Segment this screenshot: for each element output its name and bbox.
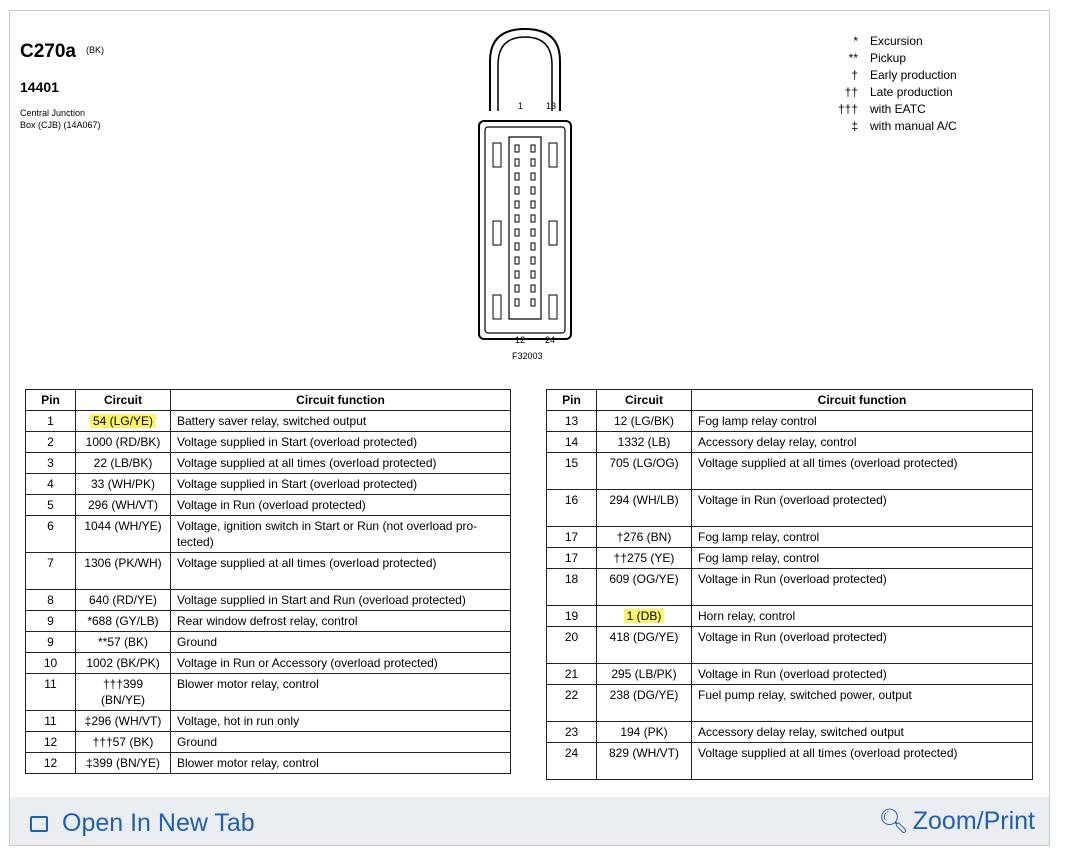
pin-number: 1 — [26, 411, 76, 432]
pin-number: 16 — [547, 490, 597, 527]
housing-tab — [549, 143, 557, 167]
circuit-code: 22 (LB/BK) — [93, 456, 153, 470]
table-row — [26, 432, 511, 453]
circuit-function: Fog lamp relay, control — [692, 548, 1033, 569]
circuit-cell — [597, 722, 692, 743]
legend-item — [828, 67, 957, 84]
legend-symbol: ‡ — [851, 119, 858, 133]
pin-number: 19 — [547, 606, 597, 627]
pin-number: 10 — [26, 653, 76, 674]
pin-label-top-left: 1 — [518, 101, 524, 111]
connector-id: C270a — [20, 41, 76, 62]
pin-cavity — [531, 159, 535, 166]
circuit-function: Voltage in Run or Accessory (overload protected) — [171, 653, 511, 674]
pin-cavity — [531, 187, 535, 194]
wiring-document — [10, 11, 1049, 797]
circuit-cell — [76, 732, 171, 753]
col-header-circuit: Circuit — [76, 390, 171, 411]
table-row — [547, 411, 1033, 432]
pin-cavity — [531, 243, 535, 250]
zoom-print-label: Zoom/Print — [912, 807, 1035, 835]
legend-text: Early production — [870, 68, 957, 82]
pin-cavity — [515, 285, 519, 292]
circuit-function: Voltage, ignition switch in Start or Run (not overload pro-tected) — [171, 516, 511, 553]
circuit-function: Blower motor relay, control — [171, 753, 511, 774]
connector-housing-inner — [485, 127, 565, 333]
connector-diagram — [465, 21, 585, 371]
circuit-function: Fog lamp relay control — [692, 411, 1033, 432]
circuit-function: Fog lamp relay, control — [692, 527, 1033, 548]
pin-number: 22 — [547, 685, 597, 722]
table-row — [547, 664, 1033, 685]
circuit-cell — [76, 432, 171, 453]
circuit-function: Voltage in Run (overload protected) — [692, 490, 1033, 527]
pin-cavity — [515, 243, 519, 250]
housing-tab — [493, 143, 501, 167]
description-line: Central Junction — [20, 108, 86, 118]
circuit-code: 829 (WH/VT) — [608, 746, 679, 760]
pin-cavity — [531, 215, 535, 222]
circuit-function: Voltage in Run (overload protected) — [692, 627, 1033, 664]
circuit-code: 194 (PK) — [620, 725, 668, 739]
circuit-cell — [76, 632, 171, 653]
housing-tab — [549, 295, 557, 319]
table-row — [547, 606, 1033, 627]
circuit-code: 1044 (WH/YE) — [84, 519, 162, 533]
pin-cavity — [531, 271, 535, 278]
circuit-cell — [597, 490, 692, 527]
legend-text: Excursion — [870, 34, 923, 48]
legend-text: with manual A/C — [870, 119, 957, 133]
pin-cavity — [531, 299, 535, 306]
pin-number: 13 — [547, 411, 597, 432]
circuit-function: Voltage, hot in run only — [171, 711, 511, 732]
table-row — [26, 411, 511, 432]
legend-symbol: ** — [848, 51, 858, 65]
legend-text: with EATC — [870, 102, 926, 116]
table-row — [547, 432, 1033, 453]
pin-table-right — [546, 389, 1033, 780]
circuit-cell — [597, 664, 692, 685]
circuit-code: 1306 (PK/WH) — [84, 556, 162, 570]
table-row — [26, 453, 511, 474]
circuit-cell — [597, 527, 692, 548]
circuit-function: Voltage supplied at all times (overload protected) — [692, 743, 1033, 780]
circuit-cell — [76, 653, 171, 674]
figure-id: F32003 — [512, 351, 543, 361]
circuit-code: 1 (DB) — [624, 609, 665, 623]
connector-latch-inner — [498, 37, 552, 111]
circuit-function: Horn relay, control — [692, 606, 1033, 627]
open-in-new-tab-icon — [30, 816, 48, 832]
circuit-cell — [76, 753, 171, 774]
circuit-function: Ground — [171, 632, 511, 653]
table-row — [547, 627, 1033, 664]
pin-number: 12 — [26, 732, 76, 753]
pin-number: 15 — [547, 453, 597, 490]
circuit-cell — [76, 590, 171, 611]
circuit-function: Battery saver relay, switched output — [171, 411, 511, 432]
circuit-code: **57 (BK) — [97, 635, 149, 649]
pin-cavity — [531, 145, 535, 152]
pin-label-bottom-right: 24 — [545, 335, 556, 345]
open-in-new-tab-label: Open In New Tab — [62, 809, 255, 837]
table-row — [26, 653, 511, 674]
pin-number: 14 — [547, 432, 597, 453]
pin-number: 17 — [547, 548, 597, 569]
legend-item — [828, 118, 957, 135]
pin-number: 5 — [26, 495, 76, 516]
circuit-function: Voltage in Run (overload protected) — [171, 495, 511, 516]
circuit-code: 296 (WH/VT) — [87, 498, 158, 512]
circuit-function: Fuel pump relay, switched power, output — [692, 685, 1033, 722]
pin-number: 4 — [26, 474, 76, 495]
description-line: Box (CJB) (14A067) — [20, 120, 101, 130]
circuit-function: Accessory delay relay, control — [692, 432, 1033, 453]
circuit-function: Rear window defrost relay, control — [171, 611, 511, 632]
circuit-code: 1332 (LB) — [617, 435, 671, 449]
circuit-cell — [597, 548, 692, 569]
pin-cavity — [531, 285, 535, 292]
circuit-function: Voltage supplied in Start and Run (overload protected) — [171, 590, 511, 611]
table-row — [547, 490, 1033, 527]
legend-symbol: †† — [844, 85, 858, 99]
circuit-code: 238 (DG/YE) — [609, 688, 679, 702]
pin-number: 3 — [26, 453, 76, 474]
table-row — [26, 590, 511, 611]
pin-cavity — [515, 201, 519, 208]
circuit-cell — [597, 685, 692, 722]
pin-number: 17 — [547, 527, 597, 548]
magnifier-plus-icon: 🔍︎ — [878, 808, 909, 835]
pin-cavity — [531, 173, 535, 180]
circuit-function: Accessory delay relay, switched output — [692, 722, 1033, 743]
legend-item — [828, 50, 957, 67]
legend — [828, 33, 957, 135]
table-row — [26, 711, 511, 732]
circuit-code: 640 (RD/YE) — [88, 593, 158, 607]
circuit-cell — [597, 743, 692, 780]
part-number: 14401 — [20, 79, 59, 95]
circuit-code: 294 (WH/LB) — [609, 493, 679, 507]
circuit-function: Voltage supplied at all times (overload protected) — [692, 453, 1033, 490]
circuit-code: *688 (GY/LB) — [87, 614, 159, 628]
circuit-function: Voltage supplied in Start (overload protected) — [171, 474, 511, 495]
col-header-pin: Pin — [26, 390, 76, 411]
circuit-code: 609 (OG/YE) — [609, 572, 679, 586]
connector-latch — [490, 29, 560, 111]
pin-number: 2 — [26, 432, 76, 453]
col-header-pin: Pin — [547, 390, 597, 411]
col-header-function: Circuit function — [692, 390, 1033, 411]
table-row — [26, 611, 511, 632]
circuit-function: Voltage supplied at all times (overload protected) — [171, 453, 511, 474]
table-row — [547, 548, 1033, 569]
circuit-cell — [597, 627, 692, 664]
table-row — [26, 553, 511, 590]
circuit-cell — [76, 516, 171, 553]
pin-number: 21 — [547, 664, 597, 685]
pin-cavity — [515, 271, 519, 278]
table-row — [547, 722, 1033, 743]
pin-cavity — [531, 257, 535, 264]
circuit-cell — [76, 453, 171, 474]
table-row — [547, 569, 1033, 606]
table-row — [547, 685, 1033, 722]
pin-number: 11 — [26, 674, 76, 711]
pin-cavity — [515, 229, 519, 236]
table-row — [26, 495, 511, 516]
pin-number: 24 — [547, 743, 597, 780]
circuit-cell — [76, 553, 171, 590]
circuit-function: Blower motor relay, control — [171, 674, 511, 711]
table-row — [26, 732, 511, 753]
table-row — [26, 474, 511, 495]
pin-cavity — [515, 159, 519, 166]
housing-tab — [549, 221, 557, 245]
col-header-function: Circuit function — [171, 390, 511, 411]
circuit-function: Voltage in Run (overload protected) — [692, 569, 1033, 606]
connector-description — [20, 107, 101, 131]
pin-cavity — [515, 187, 519, 194]
circuit-cell — [76, 411, 171, 432]
connector-color: (BK) — [86, 45, 104, 55]
pin-cavity — [515, 299, 519, 306]
connector-title — [20, 41, 104, 63]
legend-symbol: ††† — [837, 102, 858, 116]
pin-table-left — [25, 389, 511, 774]
pin-number: 18 — [547, 569, 597, 606]
col-header-circuit: Circuit — [597, 390, 692, 411]
table-row — [547, 453, 1033, 490]
circuit-code: 1002 (BK/PK) — [86, 656, 160, 670]
circuit-cell — [597, 453, 692, 490]
diagram-frame — [9, 10, 1050, 846]
pin-cavity — [531, 201, 535, 208]
circuit-cell — [597, 569, 692, 606]
open-in-new-tab-link[interactable] — [30, 809, 255, 838]
pin-cavities — [515, 145, 535, 306]
circuit-code: †††399 (BN/YE) — [100, 677, 145, 707]
circuit-function: Ground — [171, 732, 511, 753]
circuit-code: †††57 (BK) — [92, 735, 154, 749]
circuit-cell — [597, 606, 692, 627]
legend-item — [828, 101, 957, 118]
legend-item — [828, 33, 957, 50]
circuit-code: ‡296 (WH/VT) — [84, 714, 162, 728]
circuit-code: 295 (LB/PK) — [611, 667, 677, 681]
circuit-function: Voltage supplied in Start (overload protected) — [171, 432, 511, 453]
circuit-cell — [76, 674, 171, 711]
legend-item — [828, 84, 957, 101]
circuit-code: ††275 (YE) — [613, 551, 675, 565]
pin-label-top-right: 13 — [546, 101, 557, 111]
housing-tab — [493, 221, 501, 245]
circuit-cell — [76, 611, 171, 632]
zoom-print-link[interactable] — [878, 807, 1035, 836]
pin-number: 6 — [26, 516, 76, 553]
circuit-code: 705 (LG/OG) — [609, 456, 679, 470]
legend-symbol: * — [853, 34, 858, 48]
pin-cavity — [515, 173, 519, 180]
pin-cavity — [515, 215, 519, 222]
table-row — [26, 674, 511, 711]
circuit-cell — [597, 432, 692, 453]
circuit-cell — [76, 711, 171, 732]
pin-number: 12 — [26, 753, 76, 774]
pin-number: 23 — [547, 722, 597, 743]
table-row — [26, 753, 511, 774]
legend-symbol: † — [851, 68, 858, 82]
pin-cavity — [515, 145, 519, 152]
pin-number: 8 — [26, 590, 76, 611]
table-row — [547, 527, 1033, 548]
circuit-code: †276 (BN) — [616, 530, 672, 544]
circuit-code: ‡399 (BN/YE) — [85, 756, 161, 770]
pin-label-bottom-left: 12 — [515, 335, 526, 345]
legend-text: Late production — [870, 85, 953, 99]
table-row — [547, 743, 1033, 780]
circuit-code: 1000 (RD/BK) — [85, 435, 161, 449]
circuit-code: 54 (LG/YE) — [90, 414, 156, 428]
circuit-cell — [76, 474, 171, 495]
circuit-cell — [597, 411, 692, 432]
circuit-function: Voltage in Run (overload protected) — [692, 664, 1033, 685]
pin-number: 9 — [26, 632, 76, 653]
housing-tab — [493, 295, 501, 319]
pin-cavity — [515, 257, 519, 264]
pin-number: 20 — [547, 627, 597, 664]
table-row — [26, 632, 511, 653]
pin-cavity — [531, 229, 535, 236]
pin-number: 7 — [26, 553, 76, 590]
table-row — [26, 516, 511, 553]
circuit-code: 33 (WH/PK) — [90, 477, 155, 491]
circuit-code: 12 (LG/BK) — [613, 414, 675, 428]
circuit-code: 418 (DG/YE) — [609, 630, 679, 644]
circuit-cell — [76, 495, 171, 516]
legend-text: Pickup — [870, 51, 907, 65]
image-toolbar — [10, 797, 1049, 845]
pin-number: 11 — [26, 711, 76, 732]
pin-cavity-block — [509, 137, 541, 319]
pin-number: 9 — [26, 611, 76, 632]
circuit-function: Voltage supplied at all times (overload protected) — [171, 553, 511, 590]
